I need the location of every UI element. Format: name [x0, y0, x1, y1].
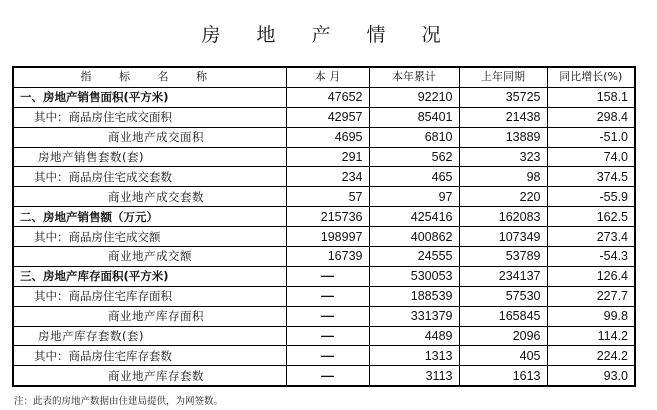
ytd-cell: 1313 — [369, 346, 459, 366]
last-year-cell: 1613 — [459, 366, 547, 386]
header-last-year: 上年同期 — [459, 67, 547, 87]
yoy-cell: 162.5 — [547, 207, 635, 227]
month-cell: 215736 — [286, 207, 369, 227]
indicator-cell: 一、房地产销售面积(平方米) — [13, 87, 286, 107]
last-year-cell: 35725 — [459, 87, 547, 107]
header-yoy: 同比增长(%) — [547, 67, 635, 87]
ytd-cell: 24555 — [369, 247, 459, 267]
last-year-cell: 13889 — [459, 127, 547, 147]
table-row — [13, 346, 635, 366]
indicator-cell: 三、房地产库存面积(平方米) — [13, 266, 286, 286]
yoy-cell: 93.0 — [547, 366, 635, 386]
indicator-cell: 房地产销售套数(套) — [13, 147, 286, 167]
table-row — [13, 266, 635, 286]
header-ytd: 本年累计 — [369, 67, 459, 87]
month-cell: — — [286, 346, 369, 366]
table-row — [13, 207, 635, 227]
indicator-cell: 商业地产成交面积 — [13, 127, 286, 147]
yoy-cell: 74.0 — [547, 147, 635, 167]
month-cell: 291 — [286, 147, 369, 167]
table-row — [13, 147, 635, 167]
indicator-cell: 其中：商品房住宅库存面积 — [13, 286, 286, 306]
month-cell: 4695 — [286, 127, 369, 147]
ytd-cell: 97 — [369, 187, 459, 207]
month-cell: 16739 — [286, 247, 369, 267]
last-year-cell: 107349 — [459, 227, 547, 247]
last-year-cell: 2096 — [459, 326, 547, 346]
table-row — [13, 227, 635, 247]
yoy-cell: 227.7 — [547, 286, 635, 306]
ytd-cell: 530053 — [369, 266, 459, 286]
last-year-cell: 98 — [459, 167, 547, 187]
indicator-cell: 商业地产成交额 — [13, 247, 286, 267]
table-row — [13, 127, 635, 147]
yoy-cell: -55.9 — [547, 187, 635, 207]
ytd-cell: 465 — [369, 167, 459, 187]
month-cell: — — [286, 306, 369, 326]
indicator-cell: 二、房地产销售额（万元） — [13, 207, 286, 227]
ytd-cell: 6810 — [369, 127, 459, 147]
table-row — [13, 366, 635, 386]
yoy-cell: -54.3 — [547, 247, 635, 267]
last-year-cell: 162083 — [459, 207, 547, 227]
page-title: 房 地 产 情 况 — [201, 24, 456, 46]
ytd-cell: 3113 — [369, 366, 459, 386]
header-month: 本 月 — [286, 67, 369, 87]
yoy-cell: 224.2 — [547, 346, 635, 366]
month-cell: 47652 — [286, 87, 369, 107]
ytd-cell: 4489 — [369, 326, 459, 346]
real-estate-table — [12, 66, 636, 387]
table-row — [13, 247, 635, 267]
table-row — [13, 87, 635, 107]
ytd-cell: 92210 — [369, 87, 459, 107]
month-cell: — — [286, 266, 369, 286]
ytd-cell: 425416 — [369, 207, 459, 227]
ytd-cell: 331379 — [369, 306, 459, 326]
ytd-cell: 562 — [369, 147, 459, 167]
table-row — [13, 306, 635, 326]
table-row — [13, 326, 635, 346]
month-cell: 42957 — [286, 107, 369, 127]
header-indicator: 指 标 名 称 — [13, 67, 286, 87]
ytd-cell: 85401 — [369, 107, 459, 127]
indicator-cell: 商业地产库存套数 — [13, 366, 286, 386]
yoy-cell: 298.4 — [547, 107, 635, 127]
indicator-cell: 商业地产库存面积 — [13, 306, 286, 326]
last-year-cell: 234137 — [459, 266, 547, 286]
month-cell: — — [286, 286, 369, 306]
month-cell: 198997 — [286, 227, 369, 247]
table-row — [13, 167, 635, 187]
table-row — [13, 286, 635, 306]
indicator-cell: 其中：商品房住宅成交套数 — [13, 167, 286, 187]
month-cell: — — [286, 366, 369, 386]
yoy-cell: 114.2 — [547, 326, 635, 346]
yoy-cell: 99.8 — [547, 306, 635, 326]
ytd-cell: 400862 — [369, 227, 459, 247]
yoy-cell: 158.1 — [547, 87, 635, 107]
yoy-cell: 374.5 — [547, 167, 635, 187]
last-year-cell: 21438 — [459, 107, 547, 127]
table-row — [13, 107, 635, 127]
yoy-cell: 126.4 — [547, 266, 635, 286]
indicator-cell: 其中：商品房住宅库存套数 — [13, 346, 286, 366]
yoy-cell: -51.0 — [547, 127, 635, 147]
yoy-cell: 273.4 — [547, 227, 635, 247]
indicator-cell: 其中：商品房住宅成交额 — [13, 227, 286, 247]
last-year-cell: 57530 — [459, 286, 547, 306]
table-header-row — [13, 67, 635, 87]
month-cell: — — [286, 326, 369, 346]
month-cell: 234 — [286, 167, 369, 187]
last-year-cell: 53789 — [459, 247, 547, 267]
indicator-cell: 商业地产成交套数 — [13, 187, 286, 207]
last-year-cell: 220 — [459, 187, 547, 207]
footnote: 注：此表的房地产数据由住建局提供，为网签数。 — [14, 396, 224, 407]
month-cell: 57 — [286, 187, 369, 207]
last-year-cell: 405 — [459, 346, 547, 366]
ytd-cell: 188539 — [369, 286, 459, 306]
last-year-cell: 165845 — [459, 306, 547, 326]
table-row — [13, 187, 635, 207]
indicator-cell: 房地产库存套数(套) — [13, 326, 286, 346]
indicator-cell: 其中：商品房住宅成交面积 — [13, 107, 286, 127]
last-year-cell: 323 — [459, 147, 547, 167]
